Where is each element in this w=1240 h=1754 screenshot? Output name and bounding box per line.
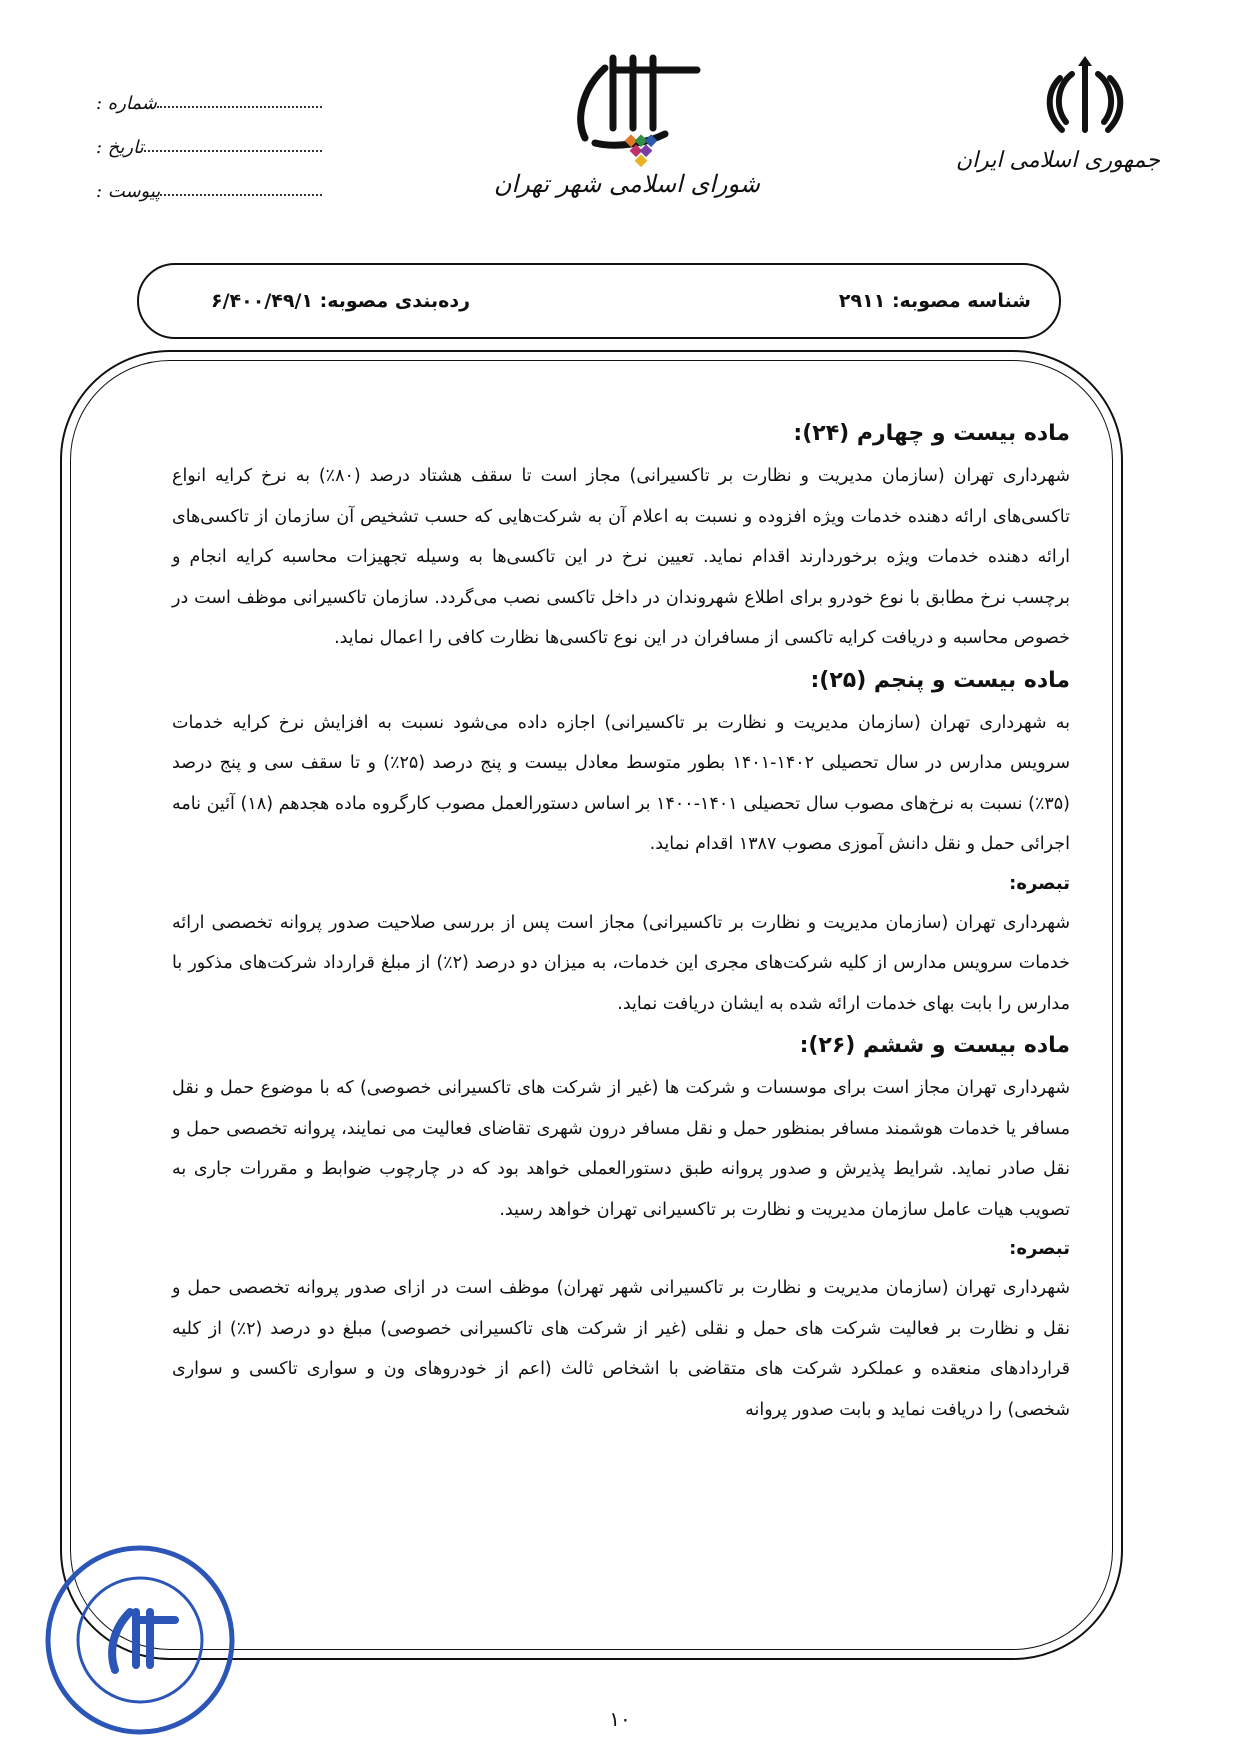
council-logo-icon [565,48,715,168]
emblem-caption: جمهوری اسلامی ایران [955,148,1160,173]
resolution-id-label: شناسه مصوبه: [891,290,1031,312]
resolution-class-value: ۶/۴۰۰/۴۹/۱ [211,290,313,312]
meta-date-value [144,150,322,152]
page-number: ۱۰ [609,1707,631,1731]
resolution-id-value: ۲۹۱۱ [838,290,886,312]
resolution-class [211,290,470,312]
article-25-note-text: شهرداری تهران (سازمان مدیریت و نظارت بر تاکسیرانی) مجاز است پس از بررسی صلاحیت صدور پروانه تخصصی ارائه خدمات سرویس مدارس از کلیه شرکت‌های مجری این خدمات، به میزان دو درصد (۲٪) از مبلغ قرارداد شرکت‌های مذکور با مدارس را بابت بهای خدمات ارائه شده به ایشان دریافت نماید. [172,912,1070,1014]
meta-date-row [92,114,322,158]
article-26-title: ماده بیست و ششم (۲۶): [799,1033,1070,1058]
article-26-text: شهرداری تهران مجاز است برای موسسات و شرکت ها (غیر از شرکت های تاکسیرانی خصوصی) که با موضوع حمل و نقل مسافر یا خدمات هوشمند مسافر بمنظور حمل و نقل مسافر درون شهری تقاضای فعالیت می نمایند، پروانه تخصصی حمل و نقل صادر نماید. شرایط پذیرش و صدور پروانه طبق دستورالعملی خواهد بود که در چارچوب ضوابط و مقررات جاری به تصویب هیات عامل سازمان مدیریت و نظارت بر تاکسیرانی تهران خواهد رسید. [172,1078,1070,1220]
council-logo [493,48,760,198]
meta-attachment-label: پیوست : [96,181,161,202]
article-25-text: به شهرداری تهران (سازمان مدیریت و نظارت بر تاکسیرانی) اجازه داده می‌شود نسبت به افزایش نرخ کرایه خدمات سرویس مدارس در سال تحصیلی ۱۴۰۲-۱۴۰۱ بطور متوسط معادل بیست و پنج درصد (۲۵٪) و تا سقف سی و پنج درصد (۳۵٪) نسبت به نرخ‌های مصوب سال تحصیلی ۱۴۰۱-۱۴۰۰ بر اساس دستورالعمل مصوب کارگروه ماده هجدهم (۱۸) آئین نامه اجرائی حمل و نقل دانش آموزی مصوب ۱۳۸۷ اقدام نماید. [172,712,1070,854]
resolution-id-box [137,263,1061,339]
meta-attachment-row [92,158,322,202]
article-26-note-title: تبصره: [1009,1238,1070,1259]
meta-attachment-value [160,194,322,196]
article-25-title: ماده بیست و پنجم (۲۵): [810,667,1070,693]
resolution-id [839,290,1031,312]
meta-number-label: شماره : [96,93,157,114]
letter-meta [92,70,322,202]
document-body [172,412,1070,1430]
seal-icon [40,1540,240,1740]
meta-date-label: تاریخ : [96,137,144,158]
council-caption: شورای اسلامی شهر تهران [493,170,760,198]
resolution-class-label: رده‌بندی مصوبه: [319,290,471,312]
meta-number-row [92,70,322,114]
meta-number-value [157,106,322,108]
iran-emblem-icon [1040,52,1130,142]
article-25-note-title: تبصره: [1009,872,1070,894]
council-seal-stamp [40,1540,240,1740]
article-24-text: شهرداری تهران (سازمان مدیریت و نظارت بر تاکسیرانی) مجاز است تا سقف هشتاد درصد (۸۰٪) به نرخ کرایه انواع تاکسی‌های ارائه دهنده خدمات ویژه افزوده و نسبت به اعلام آن به شرکت‌هایی که حسب تشخیص آن سازمان از تاکسی‌های ارائه دهنده خدمات ویژه برخوردارند اقدام نماید. تعیین نرخ در این تاکسی‌ها به وسیله تجهیزات محاسبه کرایه انجام و برچسب نرخ مطابق با نوع خودرو برای اطلاع شهروندان در داخل تاکسی نصب می‌گردد. سازمان تاکسیرانی موظف است در خصوص محاسبه و دریافت کرایه تاکسی از مسافران در این نوع تاکسی‌ها نظارت کافی را اعمال نماید. [172,466,1070,648]
iran-emblem [955,52,1160,173]
article-26-note-text: شهرداری تهران (سازمان مدیریت و نظارت بر تاکسیرانی شهر تهران) موظف است در ازای صدور پروانه تخصصی حمل و نقل و نظارت بر فعالیت شرکت های حمل و نقلی (غیر از شرکت های تاکسیرانی خصوصی) مبلغ دو درصد (۲٪) از کلیه قراردادهای منعقده و عملکرد شرکت های متقاضی با اشخاص ثالث (اعم از خودروهای ون و سواری تاکسی و سواری شخصی) را دریافت نماید و بابت صدور پروانه [172,1278,1071,1420]
article-24-title: ماده بیست و چهارم (۲۴): [793,421,1070,446]
